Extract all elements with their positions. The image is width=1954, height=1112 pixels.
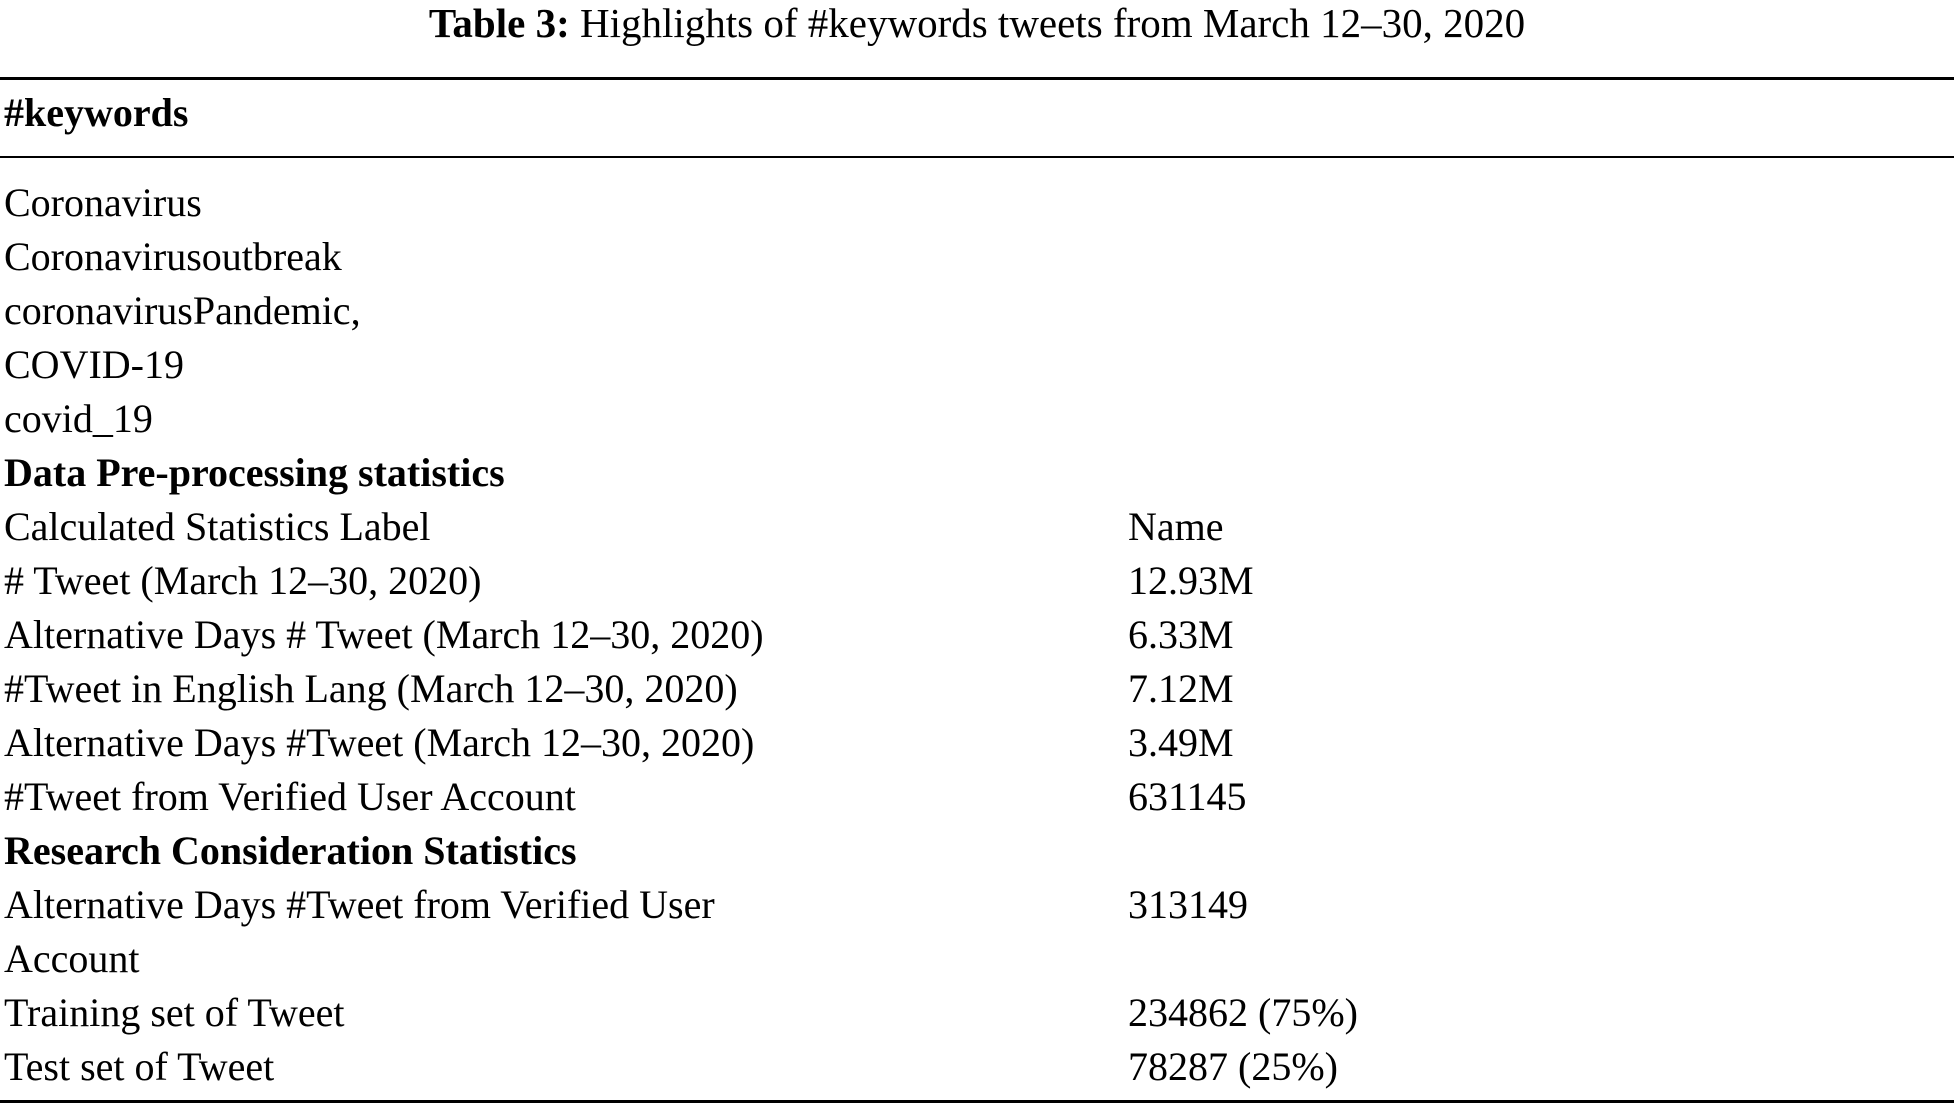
cell-label: coronavirusPandemic, [4, 288, 361, 333]
cell-value: 631145 [1128, 774, 1247, 819]
section-heading-row [4, 824, 1944, 878]
cell-label: # Tweet (March 12–30, 2020) [4, 558, 482, 603]
section-heading-row [4, 446, 1944, 500]
cell-value: 3.49M [1128, 720, 1234, 765]
cell-value [1128, 932, 1944, 986]
table-row [4, 878, 1944, 932]
top-rule [0, 77, 1954, 80]
table-caption [0, 0, 1954, 52]
table-row [4, 554, 1944, 608]
keyword-row [4, 230, 1944, 284]
cell-label: Alternative Days #Tweet from Verified User [4, 882, 715, 927]
cell-value [1128, 338, 1944, 392]
bottom-rule [0, 1100, 1954, 1103]
cell-label: #Tweet from Verified User Account [4, 774, 576, 819]
table-row [4, 986, 1944, 1040]
table-body [4, 176, 1944, 1094]
cell-value: 12.93M [1128, 558, 1254, 603]
table-row [4, 932, 1944, 986]
table-row [4, 608, 1944, 662]
header-rule [0, 156, 1954, 158]
cell-value: 6.33M [1128, 612, 1234, 657]
keyword-row [4, 338, 1944, 392]
section-heading: Data Pre-processing statistics [4, 450, 505, 495]
table-row [4, 662, 1944, 716]
cell-value [1128, 230, 1944, 284]
cell-value: Name [1128, 504, 1224, 549]
cell-value [1128, 392, 1944, 446]
table-row [4, 500, 1944, 554]
cell-value: 78287 (25%) [1128, 1044, 1338, 1089]
cell-value [1128, 446, 1944, 500]
cell-label: #Tweet in English Lang (March 12–30, 2020) [4, 666, 738, 711]
cell-label: Test set of Tweet [4, 1044, 275, 1089]
keyword-row [4, 392, 1944, 446]
cell-value [1128, 284, 1944, 338]
cell-label: Coronavirus [4, 180, 202, 225]
cell-label: Alternative Days #Tweet (March 12–30, 2020) [4, 720, 755, 765]
cell-value: 234862 (75%) [1128, 990, 1358, 1035]
table-row [4, 1040, 1944, 1094]
cell-value: 313149 [1128, 882, 1248, 927]
cell-label: Account [4, 936, 140, 981]
keyword-row [4, 176, 1944, 230]
cell-value: 7.12M [1128, 666, 1234, 711]
cell-label: Coronavirusoutbreak [4, 234, 342, 279]
caption-text: Highlights of #keywords tweets from March 12–30, 2020 [579, 0, 1526, 46]
table-number: Table 3: [428, 0, 570, 46]
table-row [4, 770, 1944, 824]
cell-label: Alternative Days # Tweet (March 12–30, 2020) [4, 612, 764, 657]
table-row [4, 716, 1944, 770]
keyword-row [4, 284, 1944, 338]
cell-label: COVID-19 [4, 342, 184, 387]
column-header-keywords: #keywords [4, 90, 189, 135]
cell-value [1128, 176, 1944, 230]
section-heading: Research Consideration Statistics [4, 828, 577, 873]
cell-value [1128, 824, 1944, 878]
cell-label: covid_19 [4, 396, 153, 441]
cell-label: Training set of Tweet [4, 990, 345, 1035]
cell-label: Calculated Statistics Label [4, 504, 431, 549]
